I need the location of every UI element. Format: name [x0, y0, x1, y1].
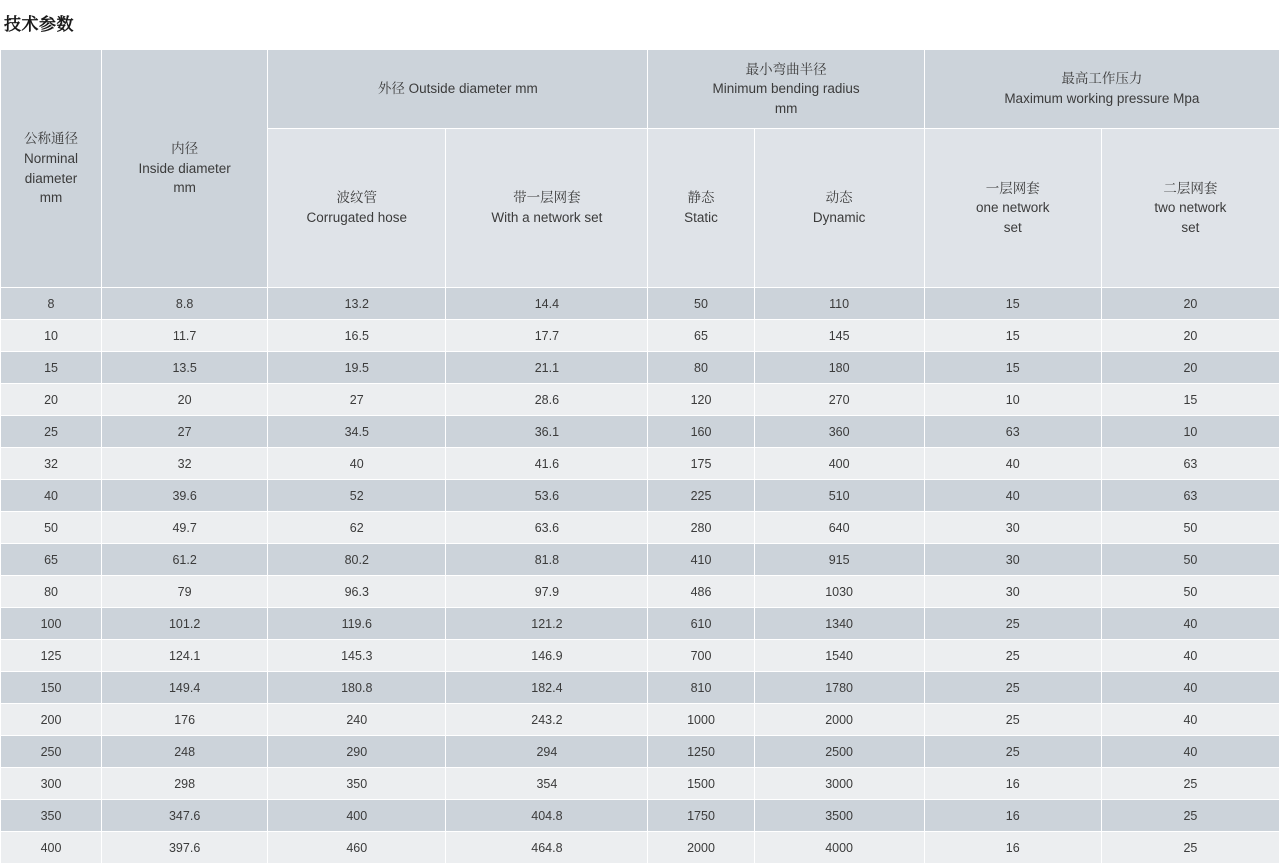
table-cell: 50 — [1101, 512, 1279, 544]
table-cell: 40 — [1101, 736, 1279, 768]
header-corrugated-hose — [268, 129, 446, 288]
table-cell: 240 — [268, 704, 446, 736]
table-cell: 150 — [1, 672, 102, 704]
table-cell: 610 — [648, 608, 754, 640]
table-cell: 40 — [1101, 704, 1279, 736]
table-cell: 3500 — [754, 800, 924, 832]
header-nominal-diameter-unit: mm — [39, 190, 63, 206]
table-cell: 225 — [648, 480, 754, 512]
table-cell: 145.3 — [268, 640, 446, 672]
header-bending-radius-en: Minimum bending radius — [712, 81, 860, 97]
table-row — [1, 768, 1280, 800]
header-bending-radius — [648, 50, 924, 129]
table-cell: 41.6 — [446, 448, 648, 480]
header-static-cn: 静态 — [687, 190, 715, 206]
table-cell: 360 — [754, 416, 924, 448]
table-cell: 125 — [1, 640, 102, 672]
table-cell: 63 — [924, 416, 1101, 448]
table-cell: 11.7 — [102, 320, 268, 352]
table-cell: 101.2 — [102, 608, 268, 640]
table-cell: 2000 — [754, 704, 924, 736]
table-cell: 21.1 — [446, 352, 648, 384]
table-cell: 8.8 — [102, 288, 268, 320]
table-cell: 397.6 — [102, 832, 268, 864]
header-nominal-diameter-en: Norminal — [24, 150, 79, 166]
table-cell: 25 — [1101, 768, 1279, 800]
table-cell: 1750 — [648, 800, 754, 832]
table-cell: 14.4 — [446, 288, 648, 320]
table-cell: 175 — [648, 448, 754, 480]
table-cell: 460 — [268, 832, 446, 864]
table-cell: 145 — [754, 320, 924, 352]
table-cell: 49.7 — [102, 512, 268, 544]
table-cell: 52 — [268, 480, 446, 512]
table-cell: 30 — [924, 512, 1101, 544]
header-two-network-set-en: two network — [1154, 200, 1227, 216]
table-cell: 1250 — [648, 736, 754, 768]
table-cell: 200 — [1, 704, 102, 736]
table-cell: 915 — [754, 544, 924, 576]
table-cell: 16 — [924, 832, 1101, 864]
header-bending-radius-cn: 最小弯曲半径 — [745, 61, 827, 77]
table-cell: 400 — [268, 800, 446, 832]
table-cell: 50 — [648, 288, 754, 320]
table-cell: 79 — [102, 576, 268, 608]
table-cell: 1000 — [648, 704, 754, 736]
table-cell: 180.8 — [268, 672, 446, 704]
table-cell: 350 — [268, 768, 446, 800]
table-cell: 40 — [924, 480, 1101, 512]
table-cell: 2000 — [648, 832, 754, 864]
table-row — [1, 416, 1280, 448]
table-row — [1, 448, 1280, 480]
table-cell: 15 — [924, 320, 1101, 352]
header-outside-diameter — [268, 50, 648, 129]
table-cell: 13.2 — [268, 288, 446, 320]
table-cell: 27 — [102, 416, 268, 448]
table-cell: 410 — [648, 544, 754, 576]
table-cell: 1340 — [754, 608, 924, 640]
table-row — [1, 800, 1280, 832]
table-cell: 354 — [446, 768, 648, 800]
table-cell: 182.4 — [446, 672, 648, 704]
header-with-network-set-cn: 带一层网套 — [513, 190, 581, 206]
table-cell: 32 — [102, 448, 268, 480]
table-cell: 294 — [446, 736, 648, 768]
table-cell: 700 — [648, 640, 754, 672]
header-working-pressure — [924, 50, 1279, 129]
header-nominal-diameter — [1, 50, 102, 288]
table-cell: 25 — [1101, 832, 1279, 864]
table-cell: 10 — [924, 384, 1101, 416]
header-one-network-set-en: one network — [975, 200, 1050, 216]
header-inside-diameter-cn: 内径 — [171, 141, 199, 157]
table-cell: 1030 — [754, 576, 924, 608]
table-cell: 63 — [1101, 480, 1279, 512]
table-cell: 347.6 — [102, 800, 268, 832]
table-cell: 8 — [1, 288, 102, 320]
table-cell: 25 — [1101, 800, 1279, 832]
header-one-network-set — [924, 129, 1101, 288]
header-inside-diameter — [102, 50, 268, 288]
table-cell: 1500 — [648, 768, 754, 800]
table-cell: 97.9 — [446, 576, 648, 608]
header-two-network-set-cn: 二层网套 — [1163, 180, 1218, 196]
table-cell: 53.6 — [446, 480, 648, 512]
header-inside-diameter-en: Inside diameter — [138, 160, 231, 176]
table-cell: 10 — [1101, 416, 1279, 448]
table-cell: 25 — [924, 672, 1101, 704]
header-bending-radius-unit: mm — [774, 100, 798, 116]
table-cell: 40 — [1, 480, 102, 512]
header-nominal-diameter-cn: 公称通径 — [24, 131, 79, 147]
table-cell: 110 — [754, 288, 924, 320]
table-cell: 65 — [648, 320, 754, 352]
header-static — [648, 129, 754, 288]
header-corrugated-hose-cn: 波纹管 — [336, 190, 377, 206]
table-row — [1, 384, 1280, 416]
table-cell: 16 — [924, 800, 1101, 832]
table-cell: 180 — [754, 352, 924, 384]
header-row-top — [1, 50, 1280, 129]
table-cell: 350 — [1, 800, 102, 832]
header-working-pressure-cn: 最高工作压力 — [1061, 71, 1143, 87]
table-cell: 300 — [1, 768, 102, 800]
header-dynamic-cn: 动态 — [825, 190, 853, 206]
table-row — [1, 544, 1280, 576]
table-cell: 10 — [1, 320, 102, 352]
table-cell: 1540 — [754, 640, 924, 672]
table-cell: 39.6 — [102, 480, 268, 512]
table-cell: 40 — [268, 448, 446, 480]
table-cell: 243.2 — [446, 704, 648, 736]
table-cell: 400 — [754, 448, 924, 480]
table-cell: 65 — [1, 544, 102, 576]
table-row — [1, 608, 1280, 640]
table-cell: 121.2 — [446, 608, 648, 640]
table-cell: 63.6 — [446, 512, 648, 544]
table-cell: 510 — [754, 480, 924, 512]
table-cell: 3000 — [754, 768, 924, 800]
table-row — [1, 640, 1280, 672]
table-cell: 34.5 — [268, 416, 446, 448]
table-cell: 1780 — [754, 672, 924, 704]
table-row — [1, 736, 1280, 768]
table-cell: 13.5 — [102, 352, 268, 384]
table-cell: 28.6 — [446, 384, 648, 416]
table-cell: 20 — [1, 384, 102, 416]
table-cell: 176 — [102, 704, 268, 736]
table-cell: 40 — [1101, 672, 1279, 704]
table-cell: 30 — [924, 544, 1101, 576]
table-cell: 40 — [1101, 608, 1279, 640]
table-row — [1, 480, 1280, 512]
table-row — [1, 320, 1280, 352]
table-cell: 270 — [754, 384, 924, 416]
header-with-network-set-en: With a network set — [491, 210, 603, 225]
table-row — [1, 512, 1280, 544]
table-cell: 298 — [102, 768, 268, 800]
page-title: 技术参数 — [4, 15, 74, 34]
table-cell: 119.6 — [268, 608, 446, 640]
table-row — [1, 352, 1280, 384]
table-cell: 25 — [1, 416, 102, 448]
table-body — [1, 288, 1280, 864]
table-cell: 146.9 — [446, 640, 648, 672]
technical-parameters-table — [0, 49, 1280, 864]
header-inside-diameter-unit: mm — [173, 180, 196, 196]
table-row — [1, 672, 1280, 704]
table-cell: 404.8 — [446, 800, 648, 832]
table-cell: 149.4 — [102, 672, 268, 704]
table-cell: 290 — [268, 736, 446, 768]
table-cell: 810 — [648, 672, 754, 704]
table-cell: 15 — [924, 288, 1101, 320]
header-nominal-diameter-en2: diameter — [24, 170, 78, 186]
table-cell: 250 — [1, 736, 102, 768]
table-cell: 4000 — [754, 832, 924, 864]
table-cell: 120 — [648, 384, 754, 416]
table-cell: 15 — [924, 352, 1101, 384]
table-cell: 25 — [924, 704, 1101, 736]
header-dynamic-en: Dynamic — [812, 210, 866, 225]
header-working-pressure-en: Maximum working pressure Mpa — [1004, 91, 1200, 106]
table-cell: 400 — [1, 832, 102, 864]
table-cell: 27 — [268, 384, 446, 416]
table-cell: 61.2 — [102, 544, 268, 576]
table-cell: 100 — [1, 608, 102, 640]
header-corrugated-hose-en: Corrugated hose — [306, 210, 408, 225]
table-cell: 50 — [1, 512, 102, 544]
table-cell: 19.5 — [268, 352, 446, 384]
table-cell: 50 — [1101, 544, 1279, 576]
header-static-en: Static — [684, 210, 718, 225]
table-cell: 32 — [1, 448, 102, 480]
table-cell: 20 — [1101, 288, 1279, 320]
table-cell: 63 — [1101, 448, 1279, 480]
header-two-network-set — [1101, 129, 1279, 288]
table-cell: 20 — [1101, 320, 1279, 352]
table-cell: 50 — [1101, 576, 1279, 608]
table-cell: 80 — [1, 576, 102, 608]
table-cell: 17.7 — [446, 320, 648, 352]
table-cell: 16 — [924, 768, 1101, 800]
table-cell: 15 — [1101, 384, 1279, 416]
table-cell: 20 — [1101, 352, 1279, 384]
header-two-network-set-en2: set — [1181, 219, 1200, 235]
table-cell: 280 — [648, 512, 754, 544]
table-cell: 160 — [648, 416, 754, 448]
header-one-network-set-en2: set — [1003, 219, 1022, 235]
table-cell: 80.2 — [268, 544, 446, 576]
table-cell: 40 — [924, 448, 1101, 480]
table-cell: 16.5 — [268, 320, 446, 352]
table-row — [1, 288, 1280, 320]
table-cell: 486 — [648, 576, 754, 608]
header-one-network-set-cn: 一层网套 — [985, 180, 1040, 196]
table-cell: 124.1 — [102, 640, 268, 672]
header-outside-diameter-label: 外径 Outside diameter mm — [377, 81, 538, 97]
table-cell: 2500 — [754, 736, 924, 768]
table-cell: 15 — [1, 352, 102, 384]
table-cell: 640 — [754, 512, 924, 544]
table-cell: 25 — [924, 736, 1101, 768]
table-cell: 25 — [924, 608, 1101, 640]
table-cell: 36.1 — [446, 416, 648, 448]
header-dynamic — [754, 129, 924, 288]
table-row — [1, 832, 1280, 864]
table-cell: 96.3 — [268, 576, 446, 608]
table-cell: 81.8 — [446, 544, 648, 576]
table-cell: 80 — [648, 352, 754, 384]
table-row — [1, 704, 1280, 736]
table-cell: 62 — [268, 512, 446, 544]
table-header — [1, 50, 1280, 288]
table-cell: 464.8 — [446, 832, 648, 864]
table-cell: 30 — [924, 576, 1101, 608]
header-with-network-set — [446, 129, 648, 288]
table-cell: 20 — [102, 384, 268, 416]
table-cell: 25 — [924, 640, 1101, 672]
table-cell: 40 — [1101, 640, 1279, 672]
table-row — [1, 576, 1280, 608]
table-cell: 248 — [102, 736, 268, 768]
